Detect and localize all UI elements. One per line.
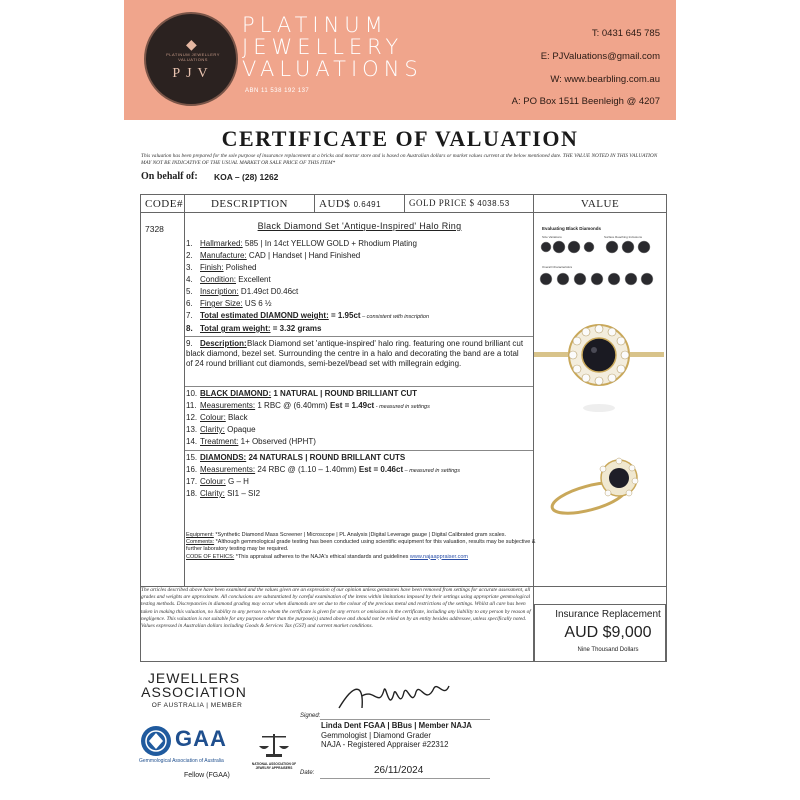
chart-title: Evaluating Black Diamonds bbox=[542, 226, 602, 231]
table-border-right bbox=[666, 212, 667, 662]
contact-email[interactable]: E: PJValuations@gmail.com bbox=[540, 51, 660, 62]
list-item: 6. Finger Size: US 6 ½ bbox=[186, 299, 272, 308]
signer-block bbox=[321, 721, 472, 750]
ethics-label: CODE OF ETHICS: bbox=[186, 553, 235, 560]
header-code: CODE# bbox=[140, 194, 185, 213]
list-item: 10. BLACK DIAMOND: 1 NATURAL | ROUND BRILLIANT CUT bbox=[186, 389, 418, 398]
on-behalf-value: KOA – (28) 1262 bbox=[214, 172, 279, 182]
header-aud-value: 0.6491 bbox=[353, 200, 382, 209]
signer-registration: NAJA - Registered Appraiser #22312 bbox=[321, 740, 449, 749]
header-aud-label: AUD$ bbox=[319, 198, 351, 210]
gaa-logo bbox=[139, 724, 239, 764]
naja-logo bbox=[249, 730, 299, 774]
item-title: Black Diamond Set 'Antique-Inspired' Halo Ring bbox=[257, 221, 462, 231]
signer-role: Gemmologist | Diamond Grader bbox=[321, 730, 431, 740]
list-item: 7. Total estimated DIAMOND weight: = 1.95ct – consistent with inscription bbox=[186, 311, 430, 320]
diamond-icon: ◆ bbox=[186, 36, 197, 52]
list-item: 8. Total gram weight: = 3.32 grams bbox=[186, 324, 322, 333]
brand-name bbox=[242, 14, 423, 80]
abn-number: ABN 11 538 192 137 bbox=[245, 88, 310, 94]
page-title: CERTIFICATE OF VALUATION bbox=[221, 126, 579, 151]
gaa-subtitle: Gemmological Association of Australia bbox=[139, 758, 224, 764]
item-code: 7328 bbox=[145, 224, 164, 234]
divider bbox=[185, 386, 533, 387]
logo-ring-text: PLATINUM JEWELLERY VALUATIONS bbox=[166, 52, 220, 62]
ja-subtitle: OF AUSTRALIA | MEMBER bbox=[151, 702, 243, 709]
chart-sub-2: Surface Reaching Inclusions bbox=[604, 235, 643, 239]
header-aud bbox=[314, 194, 405, 213]
list-item: 14. Treatment: 1+ Observed (HPHT) bbox=[186, 437, 316, 446]
equipment-label: Equipment: bbox=[186, 532, 214, 538]
list-item: 17. Colour: G – H bbox=[186, 477, 249, 486]
halo-ring-top-view bbox=[534, 325, 664, 412]
list-item: 4. Condition: Excellent bbox=[186, 275, 271, 284]
description-label: 9. Description: bbox=[186, 339, 247, 348]
on-behalf-label: On behalf of: bbox=[141, 171, 198, 182]
contact-phone: T: 0431 645 785 bbox=[591, 28, 660, 39]
comments-label: Comments: bbox=[186, 539, 215, 546]
signed-label: Signed: bbox=[300, 713, 321, 719]
gaa-text: GAA bbox=[175, 726, 227, 751]
chart-sub-1: Size Variations bbox=[542, 235, 562, 239]
brand-line-2: JEWELLERY bbox=[242, 35, 404, 59]
signature-line bbox=[320, 719, 490, 720]
date-label: Date: bbox=[300, 770, 315, 776]
gaa-emblem-icon bbox=[139, 724, 173, 758]
date-line bbox=[320, 778, 490, 779]
date-value: 26/11/2024 bbox=[374, 765, 424, 776]
naja-text: NATIONAL ASSOCIATION OF JEWELRY APPRAISERS bbox=[251, 762, 297, 770]
disclaimer-text: This valuation has been prepared for the sole purpose of insurance replacement at a bricks and mortar store and is based on Australian dollars or market values current at the below mentioned date. THE VALUE NOTED IN THIS VALUATION MAY NOT BE INDICATIVE OF THE USUAL MARKET OR SALE PRICE OF THIS ITEM* bbox=[141, 153, 658, 166]
header-gold-value: 4038.53 bbox=[477, 199, 510, 208]
ja-line-2: ASSOCIATION bbox=[141, 684, 247, 700]
jewellers-association-logo bbox=[134, 671, 254, 699]
list-item: 18. Clarity: SI1 – SI2 bbox=[186, 489, 261, 498]
equipment-text: *Synthetic Diamond Mass Screener | Microscope | PL Analysis |Digital Leverage gauge | Digital Calibrated gram scales. bbox=[213, 532, 507, 538]
comments-text: *Although gemmological grade testing has been conducted using scientific equipment for this valuation, results may be subjective & further laboratory testing may be required. bbox=[186, 539, 536, 553]
list-item: 16. Measurements: 24 RBC @ (1.10 – 1.40mm) Est = 0.46ct – measured in settings bbox=[186, 465, 460, 474]
insurance-amount: AUD $9,000 bbox=[564, 624, 652, 641]
contact-address: A: PO Box 1511 Beenleigh @ 4207 bbox=[511, 96, 660, 107]
gaa-fellow: Fellow (FGAA) bbox=[184, 772, 230, 779]
header-value: VALUE bbox=[533, 194, 667, 213]
black-diamond-reference-chart bbox=[540, 226, 653, 285]
table-col-divider bbox=[184, 212, 185, 587]
pjv-logo bbox=[144, 12, 238, 106]
notes-block bbox=[186, 532, 536, 561]
ethics-link[interactable]: www.najaappraiser.com bbox=[409, 553, 468, 560]
list-item: 5. Inscription: D1.49ct D0.46ct bbox=[186, 287, 299, 296]
divider bbox=[185, 336, 533, 337]
chart-sub-3: Overall Characteristics bbox=[542, 265, 573, 269]
insurance-amount-words: Nine Thousand Dollars bbox=[577, 647, 639, 653]
ja-line-1: JEWELLERS bbox=[147, 670, 241, 686]
value-panel-images bbox=[534, 213, 664, 588]
header-description: DESCRIPTION bbox=[184, 194, 315, 213]
brand-line-1: PLATINUM bbox=[242, 13, 388, 37]
description-text: Black Diamond set 'antique-inspired' halo ring. featuring one round brilliant cut black diamond, bezel set. Surrounding the centre in a halo and decorating the band are a total of 24 round brilliant cut diamonds, semi-bezel/bead set with millegrain edging. bbox=[186, 339, 524, 368]
brand-line-3: VALUATIONS bbox=[242, 57, 423, 81]
list-item: 13. Clarity: Opaque bbox=[186, 425, 256, 434]
list-item: 11. Measurements: 1 RBC @ (6.40mm) Est = 1.49ct - measured in settings bbox=[186, 401, 430, 410]
header-gold-price bbox=[404, 194, 534, 213]
halo-ring-side-view bbox=[549, 458, 638, 519]
scales-icon bbox=[254, 730, 294, 760]
divider bbox=[185, 450, 533, 451]
signature-image bbox=[334, 678, 454, 718]
logo-text: PJV bbox=[172, 66, 214, 81]
list-item: 1. Hallmarked: 585 | In 14ct YELLOW GOLD + Rhodium Plating bbox=[186, 239, 417, 248]
header-banner bbox=[124, 0, 676, 120]
list-item: 12. Colour: Black bbox=[186, 413, 248, 422]
certificate-page bbox=[124, 0, 676, 800]
contact-website[interactable]: W: www.bearbling.com.au bbox=[550, 74, 660, 85]
signer-name: Linda Dent FGAA | BBus | Member NAJA bbox=[321, 721, 472, 730]
ethics-text: *This appraisal adheres to the NAJA's ethical standards and guidelines bbox=[234, 553, 410, 560]
insurance-label: Insurance Replacement bbox=[555, 609, 661, 620]
list-item: 15. DIAMONDS: 24 NATURALS | ROUND BRILLANT CUTS bbox=[186, 453, 406, 462]
list-item: 2. Manufacture: CAD | Handset | Hand Finished bbox=[186, 251, 361, 260]
list-item: 3. Finish: Polished bbox=[186, 263, 257, 272]
terms-text: The articles described above have been examined and the values given are an expression of our opinion unless gemstones have been removed from settings for accurate assessment, all grades and weights are approximate. All conclusions are substantiated by careful examination of the items within limitations imposed by their settings using appropriate gemmological testing methods. Discrepancies in diamond grading may occur when diamonds are set due to the colour of the precious metal and restrictions of the settings. Whilst all care has been taken in making this valuation, no liability to any person to whom the certificate is given for any errors or omissions in the certificate, including any liability to any person by reason of negligence. This valuation is not suitable for any purpose other than the purpose(s) stated above and should not be relied on by an entity besides addressee, unless specifically noted. Values expressed in Australian dollars including Goods & Services Tax (GST) and current market conditions. bbox=[141, 587, 531, 630]
header-gold-label: GOLD PRICE $ bbox=[409, 198, 475, 208]
